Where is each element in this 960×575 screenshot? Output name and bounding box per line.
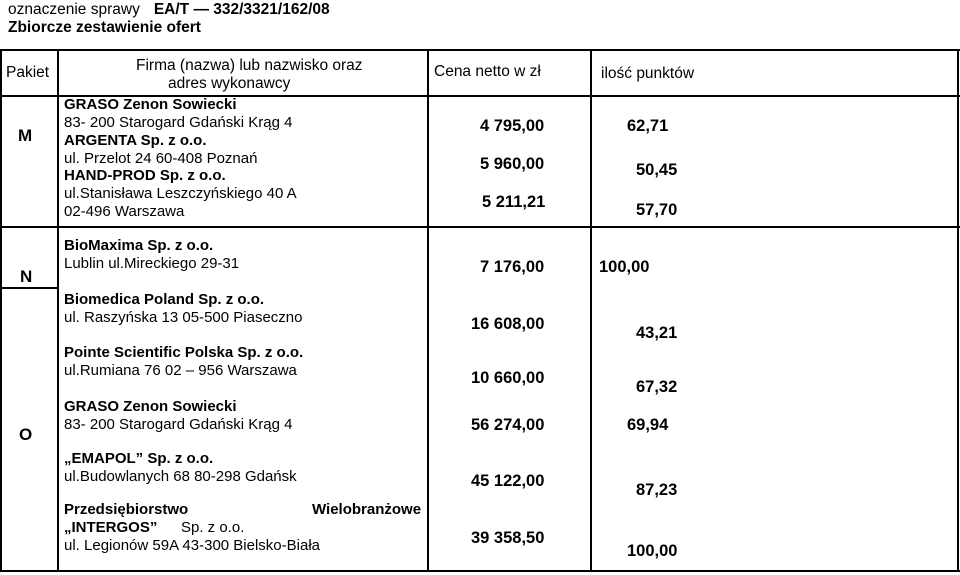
firm-line: 02-496 Warszawa [64, 203, 185, 220]
row-divider-n-o [0, 287, 57, 289]
firm-line: Sp. z o.o. [181, 519, 245, 536]
firm-line: ul.Stanisława Leszczyńskiego 40 A [64, 185, 297, 202]
points-value: 57,70 [636, 201, 678, 219]
firm-line: Pointe Scientific Polska Sp. z o.o. [64, 344, 304, 361]
row-divider-m-n [0, 226, 960, 228]
points-value: 67,32 [636, 378, 678, 396]
table-border-right [957, 49, 959, 572]
col-divider-2 [427, 49, 429, 572]
price-value: 10 660,00 [471, 369, 545, 387]
firm-line: GRASO Zenon Sowiecki [64, 96, 237, 113]
price-value: 39 358,50 [471, 529, 545, 547]
firm-line: ul. Raszyńska 13 05-500 Piaseczno [64, 309, 303, 326]
firm-line: ul.Budowlanych 68 80-298 Gdańsk [64, 468, 297, 485]
points-value: 50,45 [636, 161, 678, 179]
table-border-bottom [0, 570, 960, 572]
points-value: 43,21 [636, 324, 678, 342]
col-divider-3 [590, 49, 592, 572]
firm-line: Wielobranżowe [312, 501, 422, 518]
firm-line: ul.Rumiana 76 02 – 956 Warszawa [64, 362, 297, 379]
firm-line: HAND-PROD Sp. z o.o. [64, 167, 226, 184]
points-value: 62,71 [627, 117, 669, 135]
col-header-firm-line1 [136, 56, 363, 75]
price-value: 5 960,00 [480, 155, 545, 173]
col-header-points: ilość punktów [601, 65, 695, 82]
firm-line: 83- 200 Starogard Gdański Krąg 4 [64, 416, 293, 433]
firm-line: „EMAPOL” Sp. z o.o. [64, 450, 214, 467]
price-value: 45 122,00 [471, 472, 545, 490]
case-reference [8, 0, 330, 19]
firm-line: Lublin ul.Mireckiego 29-31 [64, 255, 240, 272]
price-value: 4 795,00 [480, 117, 545, 135]
firm-line: ul. Przelot 24 60-408 Poznań [64, 150, 258, 167]
firm-line: Biomedica Poland Sp. z o.o. [64, 291, 265, 308]
price-value: 5 211,21 [482, 193, 546, 211]
price-value: 7 176,00 [480, 258, 545, 276]
package-o: O [19, 425, 33, 444]
case-number: EA/T — 332/3321/162/08 [153, 1, 330, 18]
firm-line: Przedsiębiorstwo [64, 501, 189, 518]
table-border-left [0, 49, 2, 572]
firm-line: BioMaxima Sp. z o.o. [64, 237, 214, 254]
firm-line: 83- 200 Starogard Gdański Krąg 4 [64, 114, 293, 131]
firm-line: ARGENTA Sp. z o.o. [64, 132, 207, 149]
price-value: 16 608,00 [471, 315, 545, 333]
col-divider-1 [57, 49, 59, 572]
col-header-package: Pakiet [6, 64, 50, 81]
points-value: 100,00 [599, 258, 650, 276]
package-n: N [20, 267, 33, 286]
points-value: 87,23 [636, 481, 678, 499]
col-header-firm-bold: Firma (nazwa) lub nazwisko oraz [136, 57, 363, 74]
points-value: 69,94 [627, 416, 669, 434]
points-value: 100,00 [627, 542, 678, 560]
table-border-top [0, 49, 960, 51]
case-label: oznaczenie sprawy [8, 1, 140, 18]
summary-title: Zbiorcze zestawienie ofert [8, 19, 201, 36]
package-m: M [18, 126, 33, 145]
col-header-firm-line2: adres wykonawcy [168, 75, 291, 92]
firm-line: ul. Legionów 59A 43-300 Bielsko-Biała [64, 537, 321, 554]
firm-line: GRASO Zenon Sowiecki [64, 398, 237, 415]
price-value: 56 274,00 [471, 416, 545, 434]
firm-line: „INTERGOS” [64, 519, 158, 536]
col-header-price: Cena netto w zł [434, 63, 541, 80]
